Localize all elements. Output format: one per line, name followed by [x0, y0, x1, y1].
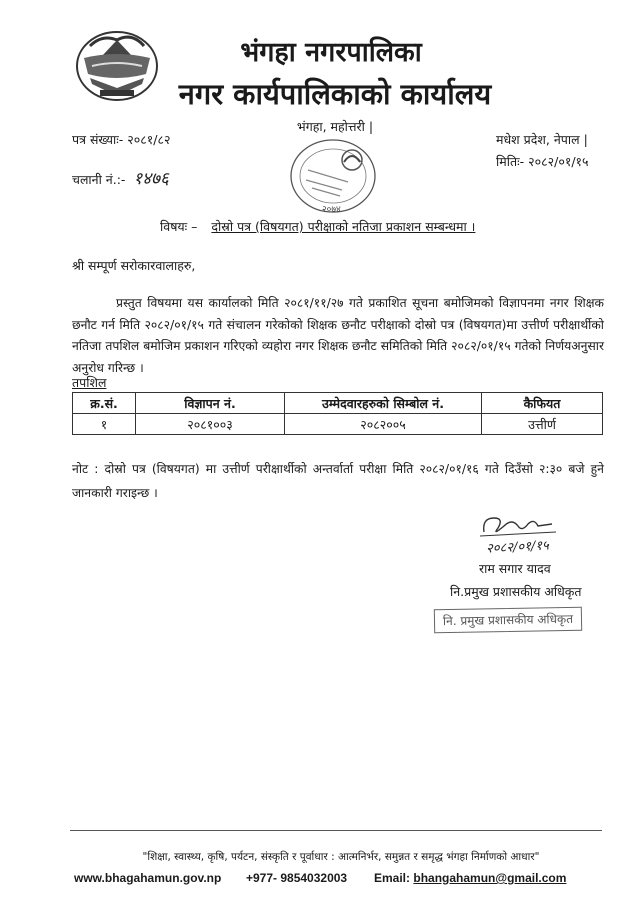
email-label: Email:: [374, 871, 411, 885]
letter-number-value: २०८१/८२: [127, 132, 171, 147]
signature-date: २०८२/०१/१५: [485, 538, 550, 557]
office-name: नगर कार्यपालिकाको कार्यालय: [178, 77, 492, 111]
date: [496, 153, 589, 170]
signer-name: राम सगार यादव: [479, 561, 551, 576]
footer-divider: [70, 830, 602, 831]
email-link[interactable]: bhangahamun@gmail.com: [413, 871, 567, 885]
salutation: श्री सम्पूर्ण सरोकारवालाहरु,: [72, 258, 196, 273]
dispatch-number: [72, 166, 169, 189]
table-row: [73, 414, 603, 435]
org-name: भंगहा नगरपालिका: [240, 37, 422, 68]
results-table: [72, 392, 603, 435]
province: मधेश प्रदेश, नेपाल |: [496, 132, 588, 147]
location: भंगहा, महोत्तरी |: [296, 119, 374, 134]
dispatch-number-value: १४७६: [133, 169, 169, 189]
letter-number-label: पत्र संख्याः-: [72, 132, 124, 147]
subject-line: [160, 218, 560, 235]
subject-text: दोस्रो पत्र (विषयगत) परीक्षाको नतिजा प्रकाशन सम्बन्धमा ।: [211, 219, 476, 234]
header-remarks: कैफियत: [482, 393, 603, 414]
footer-phone: +977- 9854032003: [246, 871, 348, 885]
header-symbol: उम्मेदवारहरुको सिम्बोल नं.: [285, 393, 482, 414]
footer-email: [374, 871, 566, 885]
cell-remarks: उत्तीर्ण: [482, 414, 603, 435]
province-text: मधेश प्रदेश, नेपाल: [496, 132, 580, 147]
letter-number: [72, 131, 170, 148]
dispatch-number-label: चलानी नं.:-: [72, 172, 126, 187]
footer-website[interactable]: www.bhagahamun.gov.np: [74, 871, 222, 885]
office-seal: [278, 134, 388, 218]
footer-motto: "शिक्षा, स्वास्थ्य, कृषि, पर्यटन, संस्कृति र पूर्वाधार : आत्मनिर्भर, समुन्नत र समृद्ध भंगहा निर्माणको आधार": [142, 851, 540, 863]
subject-label: विषयः –: [160, 219, 198, 234]
body-paragraph: प्रस्तुत विषयमा यस कार्यालको मिति २०८१/११/२७ गते प्रकाशित सूचना बमोजिमको विज्ञापनमा नगर शिक्षक छनौट गर्न मिति २०८२/०१/१५ गते संचालन गरेकोको शिक्षक छनौट परीक्षाको दोस्रो पत्र (विषयगत)मा उत्तीर्ण परीक्षार्थीको नतिजा तपशिल बमोजिम प्रकाशन गरिएको व्यहोरा नगर शिक्षक छनौट समितिको मिति २०८२/०१/१५ गतेको निर्णयअनुसार अनुरोध गरिन्छ ।: [72, 296, 604, 375]
cell-symbol: २०८२००५: [285, 414, 482, 435]
header-serial: क्र.सं.: [73, 393, 136, 414]
date-value: २०८२/०१/१५: [528, 154, 589, 169]
table-caption: तपशिल: [72, 375, 107, 390]
office-stamp: नि. प्रमुख प्रशासकीय अधिकृत: [434, 607, 582, 634]
note: नोट : दोस्रो पत्र (विषयगत) मा उत्तीर्ण परीक्षार्थीको अन्तर्वार्ता परीक्षा मिति २०८२/०१/१६ गते दिउँसो २:३० बजे हुने जानकारी गराइन्छ ।: [72, 462, 604, 500]
date-label: मितिः-: [496, 154, 525, 169]
cell-serial: १: [73, 414, 136, 435]
header-advertisement: विज्ञापन नं.: [136, 393, 285, 414]
seal-year: २०७४: [322, 205, 341, 215]
location-text: भंगहा, महोत्तरी: [296, 119, 365, 134]
signer-title: नि.प्रमुख प्रशासकीय अधिकृत: [450, 584, 582, 599]
cell-advertisement: २०८१००३: [136, 414, 285, 435]
table-header-row: [73, 393, 603, 414]
